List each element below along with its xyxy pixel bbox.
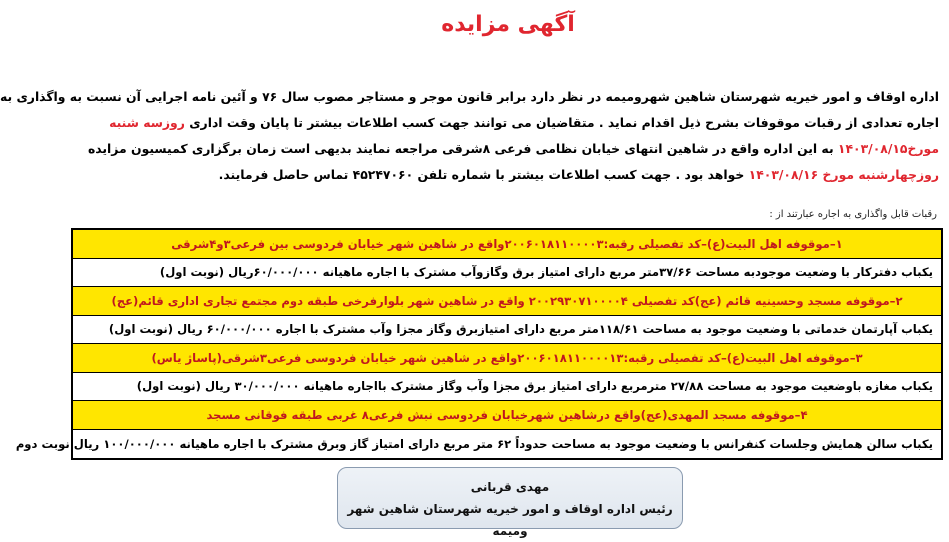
signature-box — [337, 467, 683, 538]
intro-line-3-text: به این اداره واقع در شاهین انتهای خیابان نظامی فرعی ۸شرقی مراجعه نمایند بدیهی است زمان برگزاری کمیسیون مزایده — [87, 141, 838, 156]
properties-table — [15, 228, 943, 460]
page-title: آگهی مزایده — [441, 12, 575, 37]
intro-line-3 — [77, 136, 939, 162]
property-desc-row: یکباب آپارتمان خدماتی با وضعیت موجود به مساحت ۱۱۸/۶۱متر مربع دارای امتیازبرق وگاز مجزا وآب مشترک با اجاره ۶۰/۰۰۰/۰۰۰ ریال (نوبت اول) — [73, 316, 941, 345]
list-note: رقبات قابل واگذاری به اجاره عبارتند از : — [769, 209, 937, 220]
signatory-role: رئیس اداره اوقاف و امور خیریه شهرستان شاهین شهر ومیمه — [347, 502, 673, 538]
property-desc-row: یکباب سالن همایش وجلسات کنفرانس با وضعیت موجود به مساحت حدوداً ۶۲ متر مربع دارای امتیاز گاز وبرق مشترک با اجاره ماهیانه ۱۰۰/۰۰۰/۰۰۰ ریال نوبت دوم — [73, 430, 941, 459]
intro-line-1: اداره اوقاف و امور خیریه شهرستان شاهین شهرومیمه در نظر دارد برابر قانون موجر و مستاجر مصوب سال ۷۶ و آئین نامه اجرایی آن نسبت به واگذاری به — [0, 89, 939, 104]
intro-paragraph — [0, 84, 939, 188]
intro-line-2 — [77, 110, 939, 136]
signatory-name: مهدی قربانی — [470, 480, 550, 494]
property-title-row: ۲–موقوفه مسجد وحسینیه قائم (عج)کد تفصیلی ۲۰۰۲۹۳۰۷۱۰۰۰۰۴ واقع در شاهین شهر بلوارفرخی طبقه دوم مجتمع تجاری اداری قائم(عج) — [73, 287, 941, 316]
deadline-date: مورخ۱۴۰۳/۰۸/۱۵ — [837, 141, 939, 156]
property-title-row: ۴–موقوفه مسجد المهدی(عج)واقع درشاهین شهرخیابان فردوسی نبش فرعی۸ غربی طبقه فوقانی مسجد — [73, 401, 941, 430]
intro-line-2-text: اجاره تعدادی از رقبات موقوفات بشرح ذیل اقدام نماید . متقاضیان می توانند جهت کسب اطلاعات بیشتر تا پایان وقت اداری — [184, 115, 939, 130]
property-desc-row: یکباب دفترکار با وضعیت موجودبه مساحت ۳۷/۶۶متر مربع دارای امتیاز برق وگازوآب مشترک با اجاره ماهیانه ۶۰/۰۰۰/۰۰۰ریال (نوبت اول) — [73, 259, 941, 288]
property-title-row: ۳–موقوفه اهل البیت(ع)–کد تفصیلی رقبه:۲۰۰۶۰۱۸۱۱۰۰۰۰۱۳واقع در شاهین شهر خیابان فردوسی فرعی۳شرقی(پاساژ یاس) — [73, 344, 941, 373]
property-desc-row: یکباب مغازه باوضعیت موجود به مساحت ۲۷/۸۸ مترمربع دارای امتیاز برق مجزا وآب وگاز مشترک بااجاره ماهیانه ۳۰/۰۰۰/۰۰۰ ریال (نوبت اول) — [73, 373, 941, 402]
intro-line-4-text: خواهد بود . جهت کسب اطلاعات بیشتر با شماره تلفن ۴۵۲۴۷۰۶۰ تماس حاصل فرمایند. — [218, 167, 749, 182]
deadline-day: روزسه شنبه — [109, 115, 185, 130]
intro-line-4 — [77, 162, 939, 188]
property-title-row: ۱–موقوفه اهل البیت(ع)–کد تفصیلی رقبه:۲۰۰۶۰۱۸۱۱۰۰۰۰۳واقع در شاهین شهر خیابان فردوسی بین فرعی۳و۴شرقی — [73, 230, 941, 259]
commission-date: روزچهارشنبه مورخ ۱۴۰۳/۰۸/۱۶ — [748, 167, 939, 182]
